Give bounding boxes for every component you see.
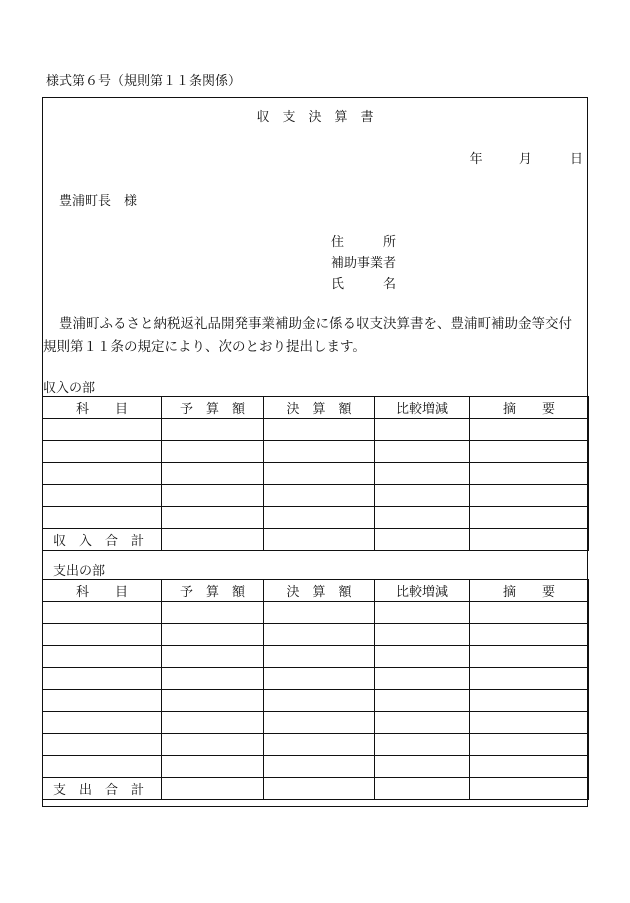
table-row [43,646,589,668]
name-label: 氏 名 [331,277,397,292]
table-row [43,734,589,756]
expense-header-difference: 比較増減 [375,580,470,602]
income-header-budget: 予 算 額 [162,397,264,419]
body-text: 豊浦町ふるさと納税返礼品開発事業補助金に係る収支決算書を、豊浦町補助金等交付規則第１１条の規定により、次のとおり提出します。 [43,316,572,355]
expense-header-item: 科 目 [43,580,162,602]
expense-total-row [43,778,589,800]
table-row [43,624,589,646]
table-row [43,419,589,441]
income-section-label: 収入の部 [43,381,96,396]
addressee: 豊浦町長 様 [59,194,138,209]
applicant-role-label: 補助事業者 [331,256,397,271]
income-header-row [43,397,589,419]
table-row [43,602,589,624]
table-row [43,690,589,712]
table-row [43,507,589,529]
document-title: 収 支 決 算 書 [256,110,374,125]
expense-header-budget: 予 算 額 [162,580,264,602]
address-label: 住 所 [331,235,397,250]
income-table [42,396,589,551]
document-frame [42,97,588,807]
table-row [43,712,589,734]
applicant-block [331,232,396,295]
expense-section-label: 支出の部 [53,564,106,579]
expense-total-label: 支 出 合 計 [43,778,162,800]
table-row [43,668,589,690]
expense-header-settlement: 決 算 額 [264,580,375,602]
expense-header-row [43,580,589,602]
date-day: 日 [569,152,583,167]
table-row [43,485,589,507]
table-row [43,441,589,463]
table-row [43,756,589,778]
expense-header-remarks: 摘 要 [470,580,589,602]
date-line [470,148,583,167]
table-row [43,463,589,485]
form-number: 様式第６号（規則第１１条関係） [46,74,242,89]
date-month: 月 [518,152,532,167]
income-header-difference: 比較増減 [375,397,470,419]
expense-table [42,579,589,800]
income-total-row [43,529,589,551]
income-header-remarks: 摘 要 [470,397,589,419]
income-header-settlement: 決 算 額 [264,397,375,419]
income-header-item: 科 目 [43,397,162,419]
date-year: 年 [469,152,483,167]
income-total-label: 収 入 合 計 [43,529,162,551]
